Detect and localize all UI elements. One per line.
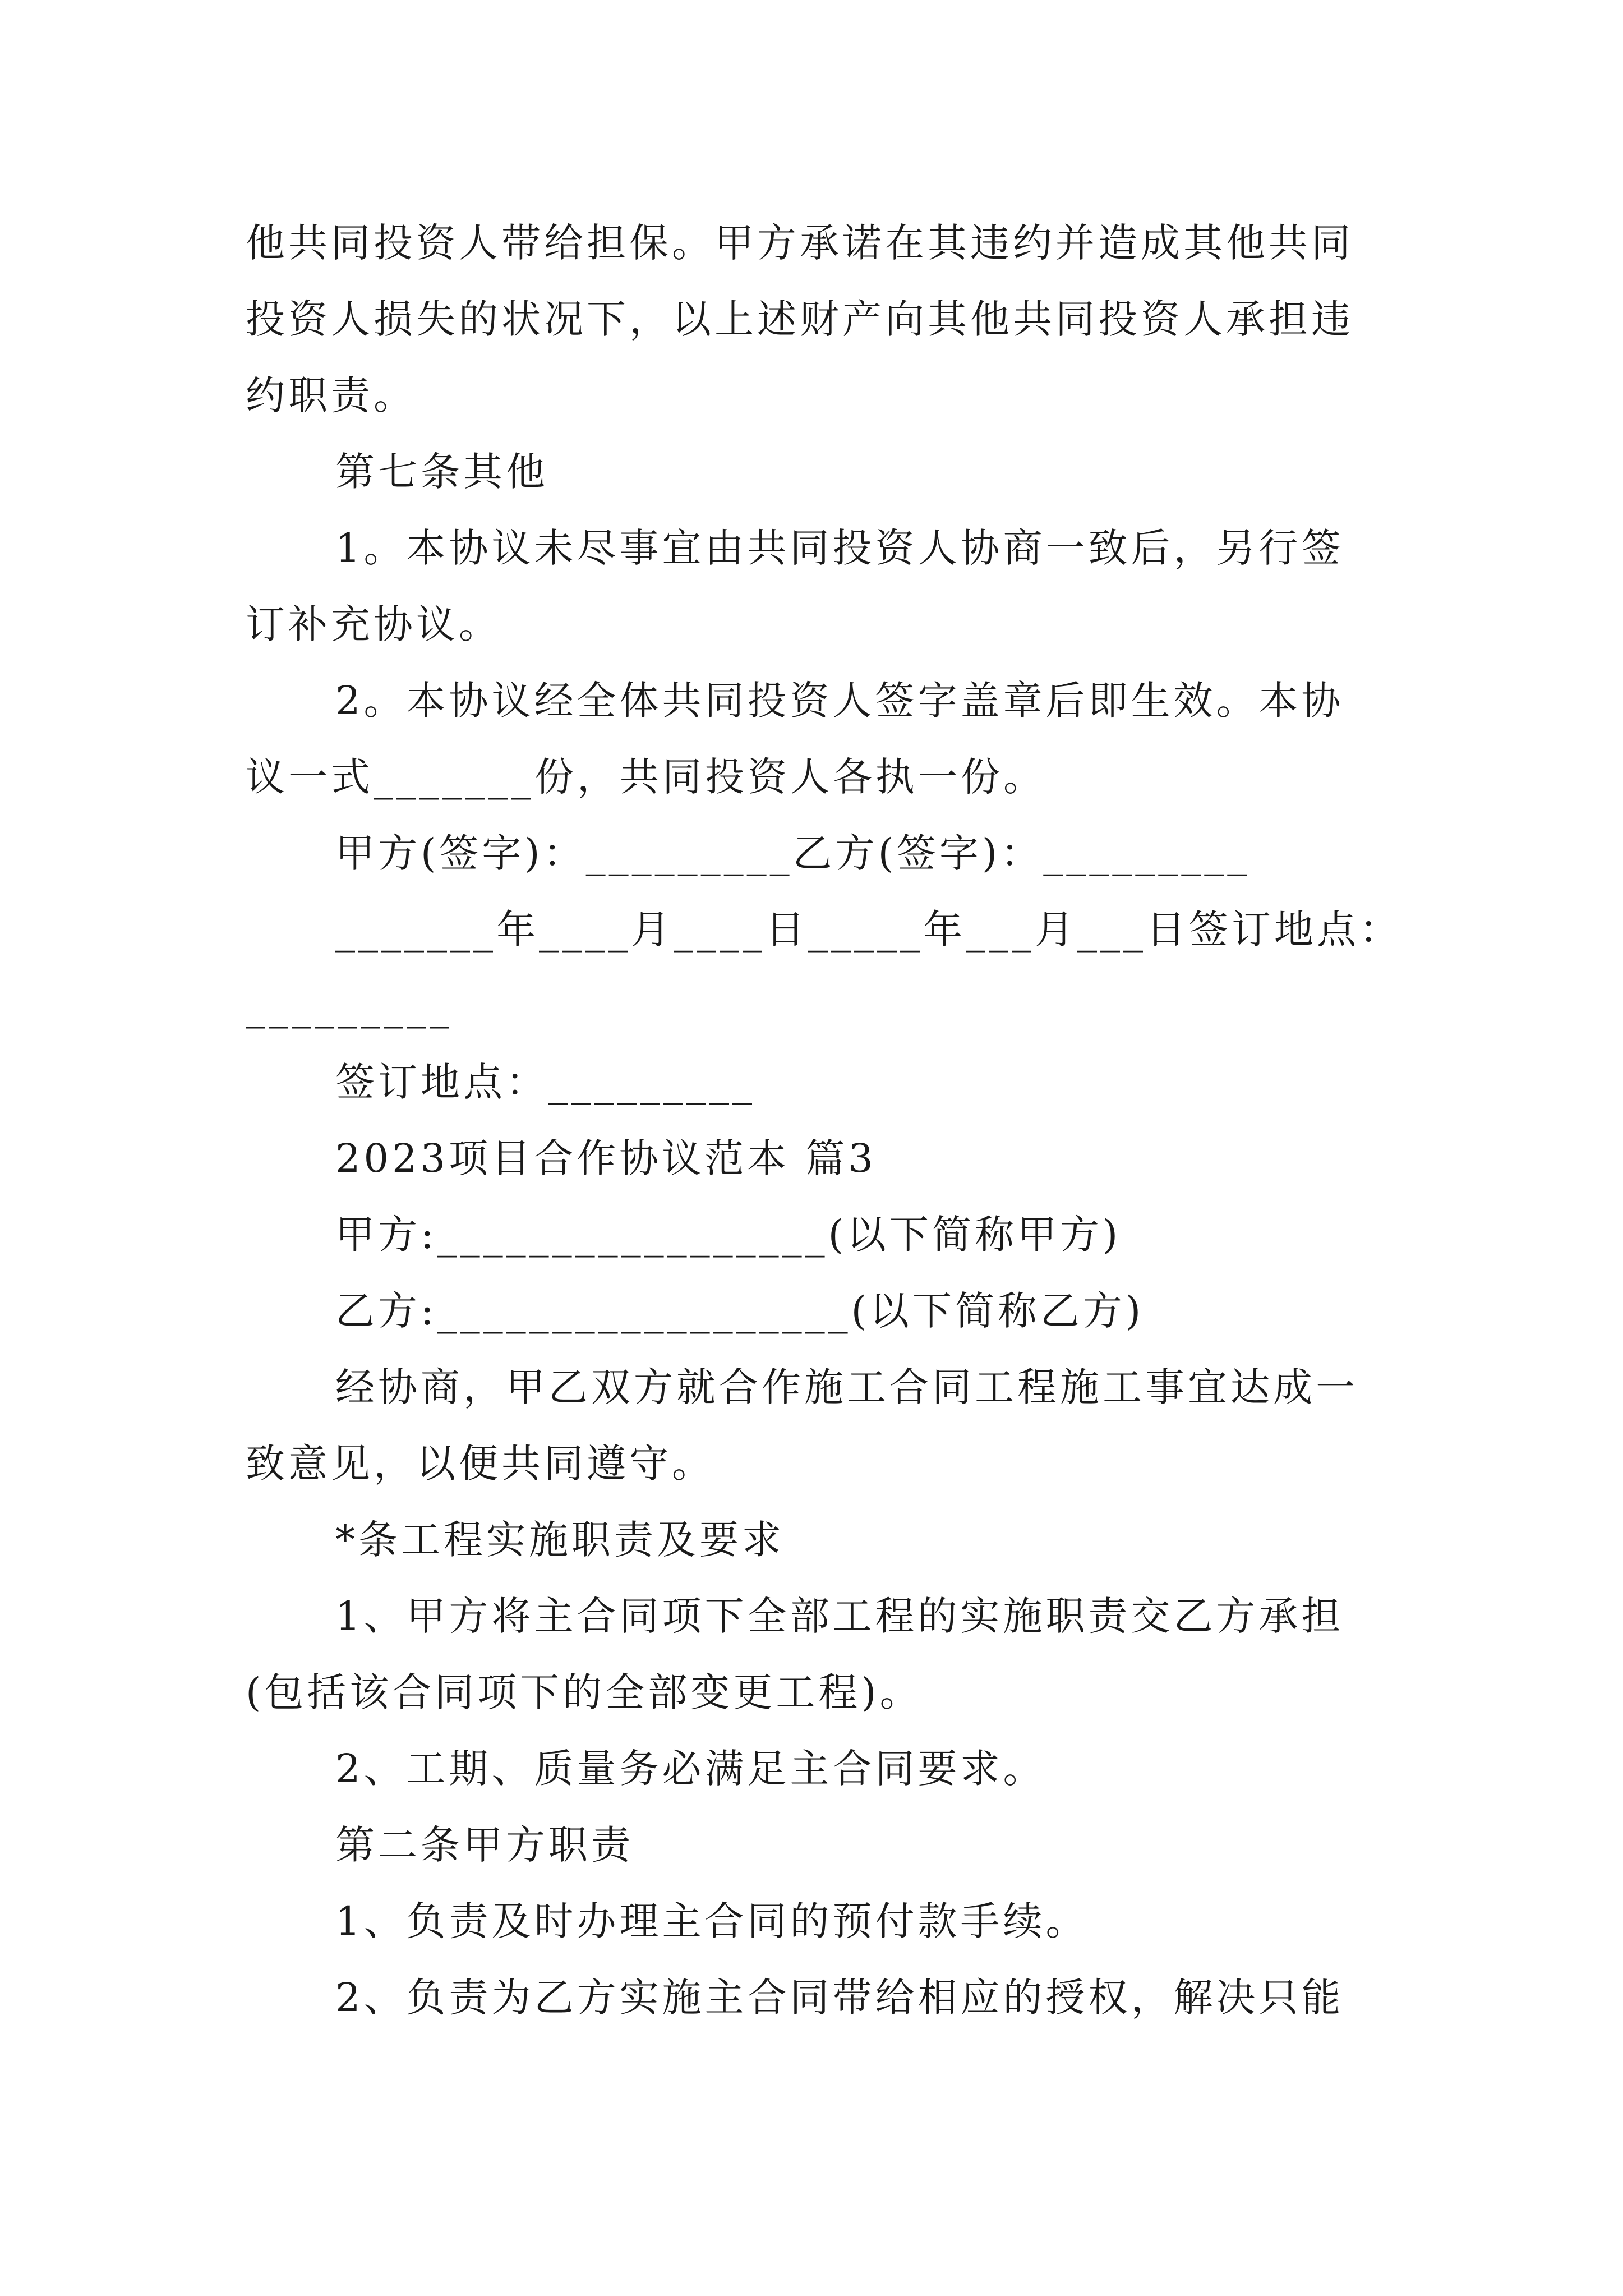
- text-line: 投资人损失的状况下，以上述财产向其他共同投资人承担违: [246, 296, 1354, 342]
- text-line: (包括该合同项下的全部变更工程)。: [246, 1669, 923, 1715]
- signing-place-line: 签订地点：_________: [335, 1059, 755, 1105]
- party-b-line: 乙方:__________________(以下简称乙方): [335, 1288, 1145, 1334]
- date-line: _______年____月____日_____年___月___日签订地点：: [335, 907, 1402, 953]
- text-line: 2。本协议经全体共同投资人签字盖章后即生效。本协: [335, 678, 1344, 724]
- text-line: 1。本协议未尽事宜由共同投资人协商一致后，另行签: [335, 525, 1344, 571]
- party-a-line: 甲方:_________________(以下简称甲方): [335, 1212, 1122, 1258]
- section-title: 2023项目合作协议范本 篇3: [335, 1135, 877, 1181]
- text-line: 议一式_______份，共同投资人各执一份。: [246, 754, 1046, 800]
- section-heading: *条工程实施职责及要求: [335, 1517, 785, 1563]
- text-line: 2、负责为乙方实施主合同带给相应的授权，解决只能: [335, 1975, 1344, 2021]
- date-line-continuation: _________: [246, 983, 453, 1029]
- text-line: 致意见，以便共同遵守。: [246, 1441, 714, 1487]
- text-line: 他共同投资人带给担保。甲方承诺在其违约并造成其他共同: [246, 220, 1354, 266]
- text-line: 约职责。: [246, 372, 416, 418]
- text-line: 订补充协议。: [246, 601, 501, 647]
- section-heading: 第二条甲方职责: [335, 1822, 634, 1868]
- signature-line: 甲方(签字)：_________乙方(签字)：_________: [335, 830, 1251, 876]
- text-line: 经协商，甲乙双方就合作施工合同工程施工事宜达成一: [335, 1364, 1358, 1410]
- text-line: 1、甲方将主合同项下全部工程的实施职责交乙方承担: [335, 1593, 1344, 1639]
- text-line: 1、负责及时办理主合同的预付款手续。: [335, 1898, 1089, 1944]
- text-line: 2、工期、质量务必满足主合同要求。: [335, 1746, 1046, 1792]
- section-heading: 第七条其他: [335, 449, 548, 495]
